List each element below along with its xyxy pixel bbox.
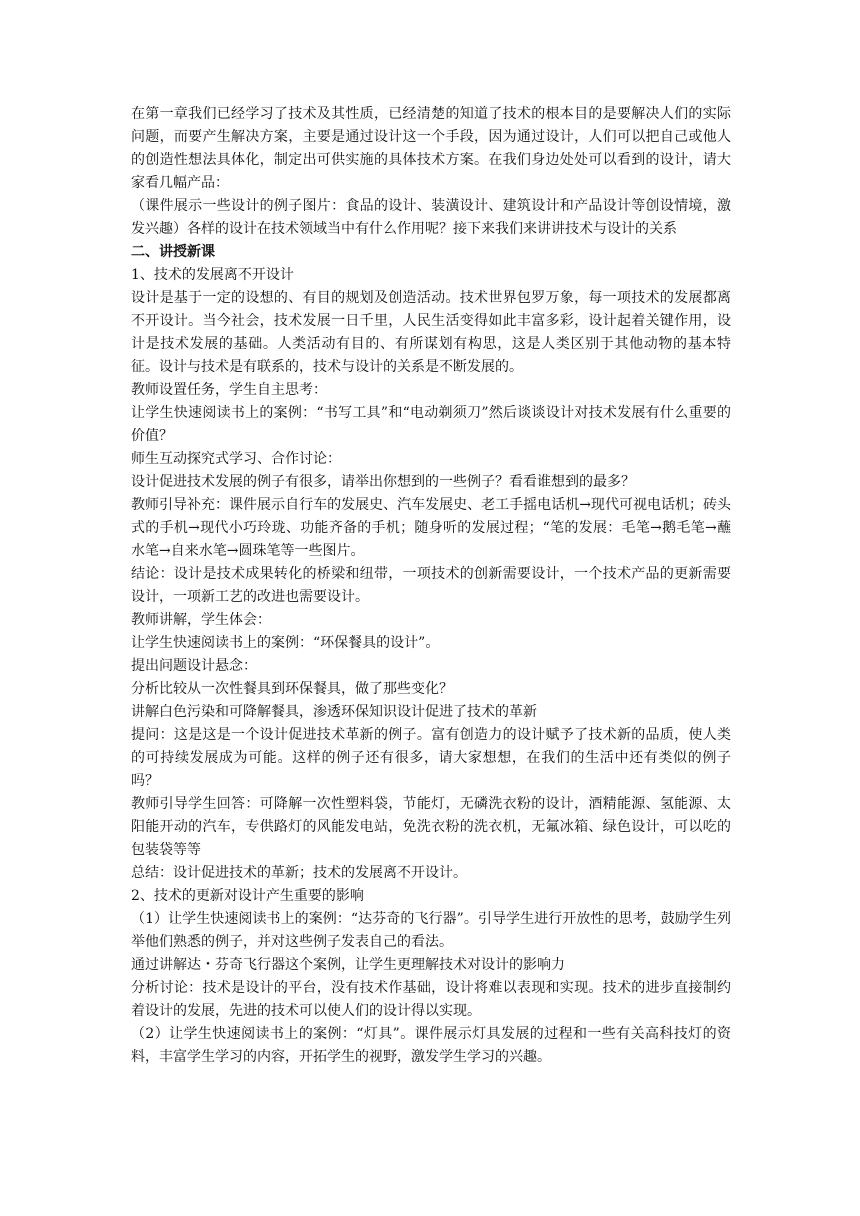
paragraph: 分析比较从一次性餐具到环保餐具，做了那些变化？: [131, 681, 453, 697]
paragraph: 让学生快速阅读书上的案例：“书写工具”和“电动剃须刀”然后谈谈设计对技术发展有什么重要的价值？: [131, 405, 731, 444]
document-body: [131, 103, 731, 1069]
paragraph: 讲解白色污染和可降解餐具，渗透环保知识设计促进了技术的革新: [131, 704, 537, 720]
paragraph: 教师引导学生回答：可降解一次性塑料袋，节能灯，无磷洗衣粉的设计，酒精能源、氢能源、太阳能开动的汽车，专供路灯的风能发电站，免洗衣粉的洗衣机，无氟冰箱、绿色设计，可以吃的包装袋等等: [131, 796, 731, 858]
paragraph: 1、技术的发展离不开设计: [131, 267, 294, 283]
paragraph: （1）让学生快速阅读书上的案例：“达芬奇的飞行器”。引导学生进行开放性的思考，鼓励学生列举他们熟悉的例子，并对这些例子发表自己的看法。: [131, 911, 731, 950]
paragraph: 在第一章我们已经学习了技术及其性质，已经清楚的知道了技术的根本目的是要解决人们的实际问题，而要产生解决方案，主要是通过设计这一个手段，因为通过设计，人们可以把自己或他人的创造性想法具体化，制定出可供实施的具体技术方案。在我们身边处处可以看到的设计，请大家看几幅产品：: [131, 106, 731, 191]
paragraph: 提出问题设计悬念：: [131, 658, 257, 674]
paragraph: 提问：这是这是一个设计促进技术革新的例子。富有创造力的设计赋予了技术新的品质，使人类的可持续发展成为可能。这样的例子还有很多，请大家想想，在我们的生活中还有类似的例子吗？: [131, 727, 731, 789]
paragraph: 教师设置任务，学生自主思考：: [131, 382, 327, 398]
paragraph: 教师引导补充：课件展示自行车的发展史、汽车发展史、老工手摇电话机→现代可视电话机；砖头式的手机→现代小巧玲珑、功能齐备的手机；随身听的发展过程；“笔的发展：毛笔→鹅毛笔→蘸水笔→自来水笔→圆珠笔等一些图片。: [131, 497, 731, 559]
paragraph: 师生互动探究式学习、合作讨论：: [131, 451, 341, 467]
paragraph: （课件展示一些设计的例子图片：食品的设计、装潢设计、建筑设计和产品设计等创设情境，激发兴趣）各样的设计在技术领域当中有什么作用呢？接下来我们来讲讲技术与设计的关系: [131, 198, 731, 237]
paragraph: 教师讲解，学生体会：: [131, 612, 271, 628]
paragraph: 总结：设计促进技术的革新；技术的发展离不开设计。: [131, 865, 467, 881]
paragraph: 分析讨论：技术是设计的平台，没有技术作基础，设计将难以表现和实现。技术的进步直接制约着设计的发展，先进的技术可以使人们的设计得以实现。: [131, 980, 731, 1019]
paragraph: 设计是基于一定的设想的、有目的规划及创造活动。技术世界包罗万象，每一项技术的发展都离不开设计。当今社会，技术发展一日千里，人民生活变得如此丰富多彩，设计起着关键作用，设计是技术发展的基础。人类活动有目的、有所谋划有构思，这是人类区别于其他动物的基本特征。设计与技术是有联系的，技术与设计的关系是不断发展的。: [131, 290, 731, 375]
paragraph: 结论：设计是技术成果转化的桥梁和纽带，一项技术的创新需要设计，一个技术产品的更新需要设计，一项新工艺的改进也需要设计。: [131, 566, 731, 605]
paragraph: （2）让学生快速阅读书上的案例：“灯具”。课件展示灯具发展的过程和一些有关高科技灯的资料，丰富学生学习的内容，开拓学生的视野，激发学生学习的兴趣。: [131, 1026, 731, 1065]
paragraph: 通过讲解达・芬奇飞行器这个案例，让学生更理解技术对设计的影响力: [131, 957, 565, 973]
paragraph: 2、技术的更新对设计产生重要的影响: [131, 888, 364, 904]
section-heading: 二、讲授新课: [131, 244, 215, 260]
paragraph: 让学生快速阅读书上的案例：“环保餐具的设计”。: [131, 635, 440, 651]
paragraph: 设计促进技术发展的例子有很多，请举出你想到的一些例子？看看谁想到的最多？: [131, 474, 635, 490]
